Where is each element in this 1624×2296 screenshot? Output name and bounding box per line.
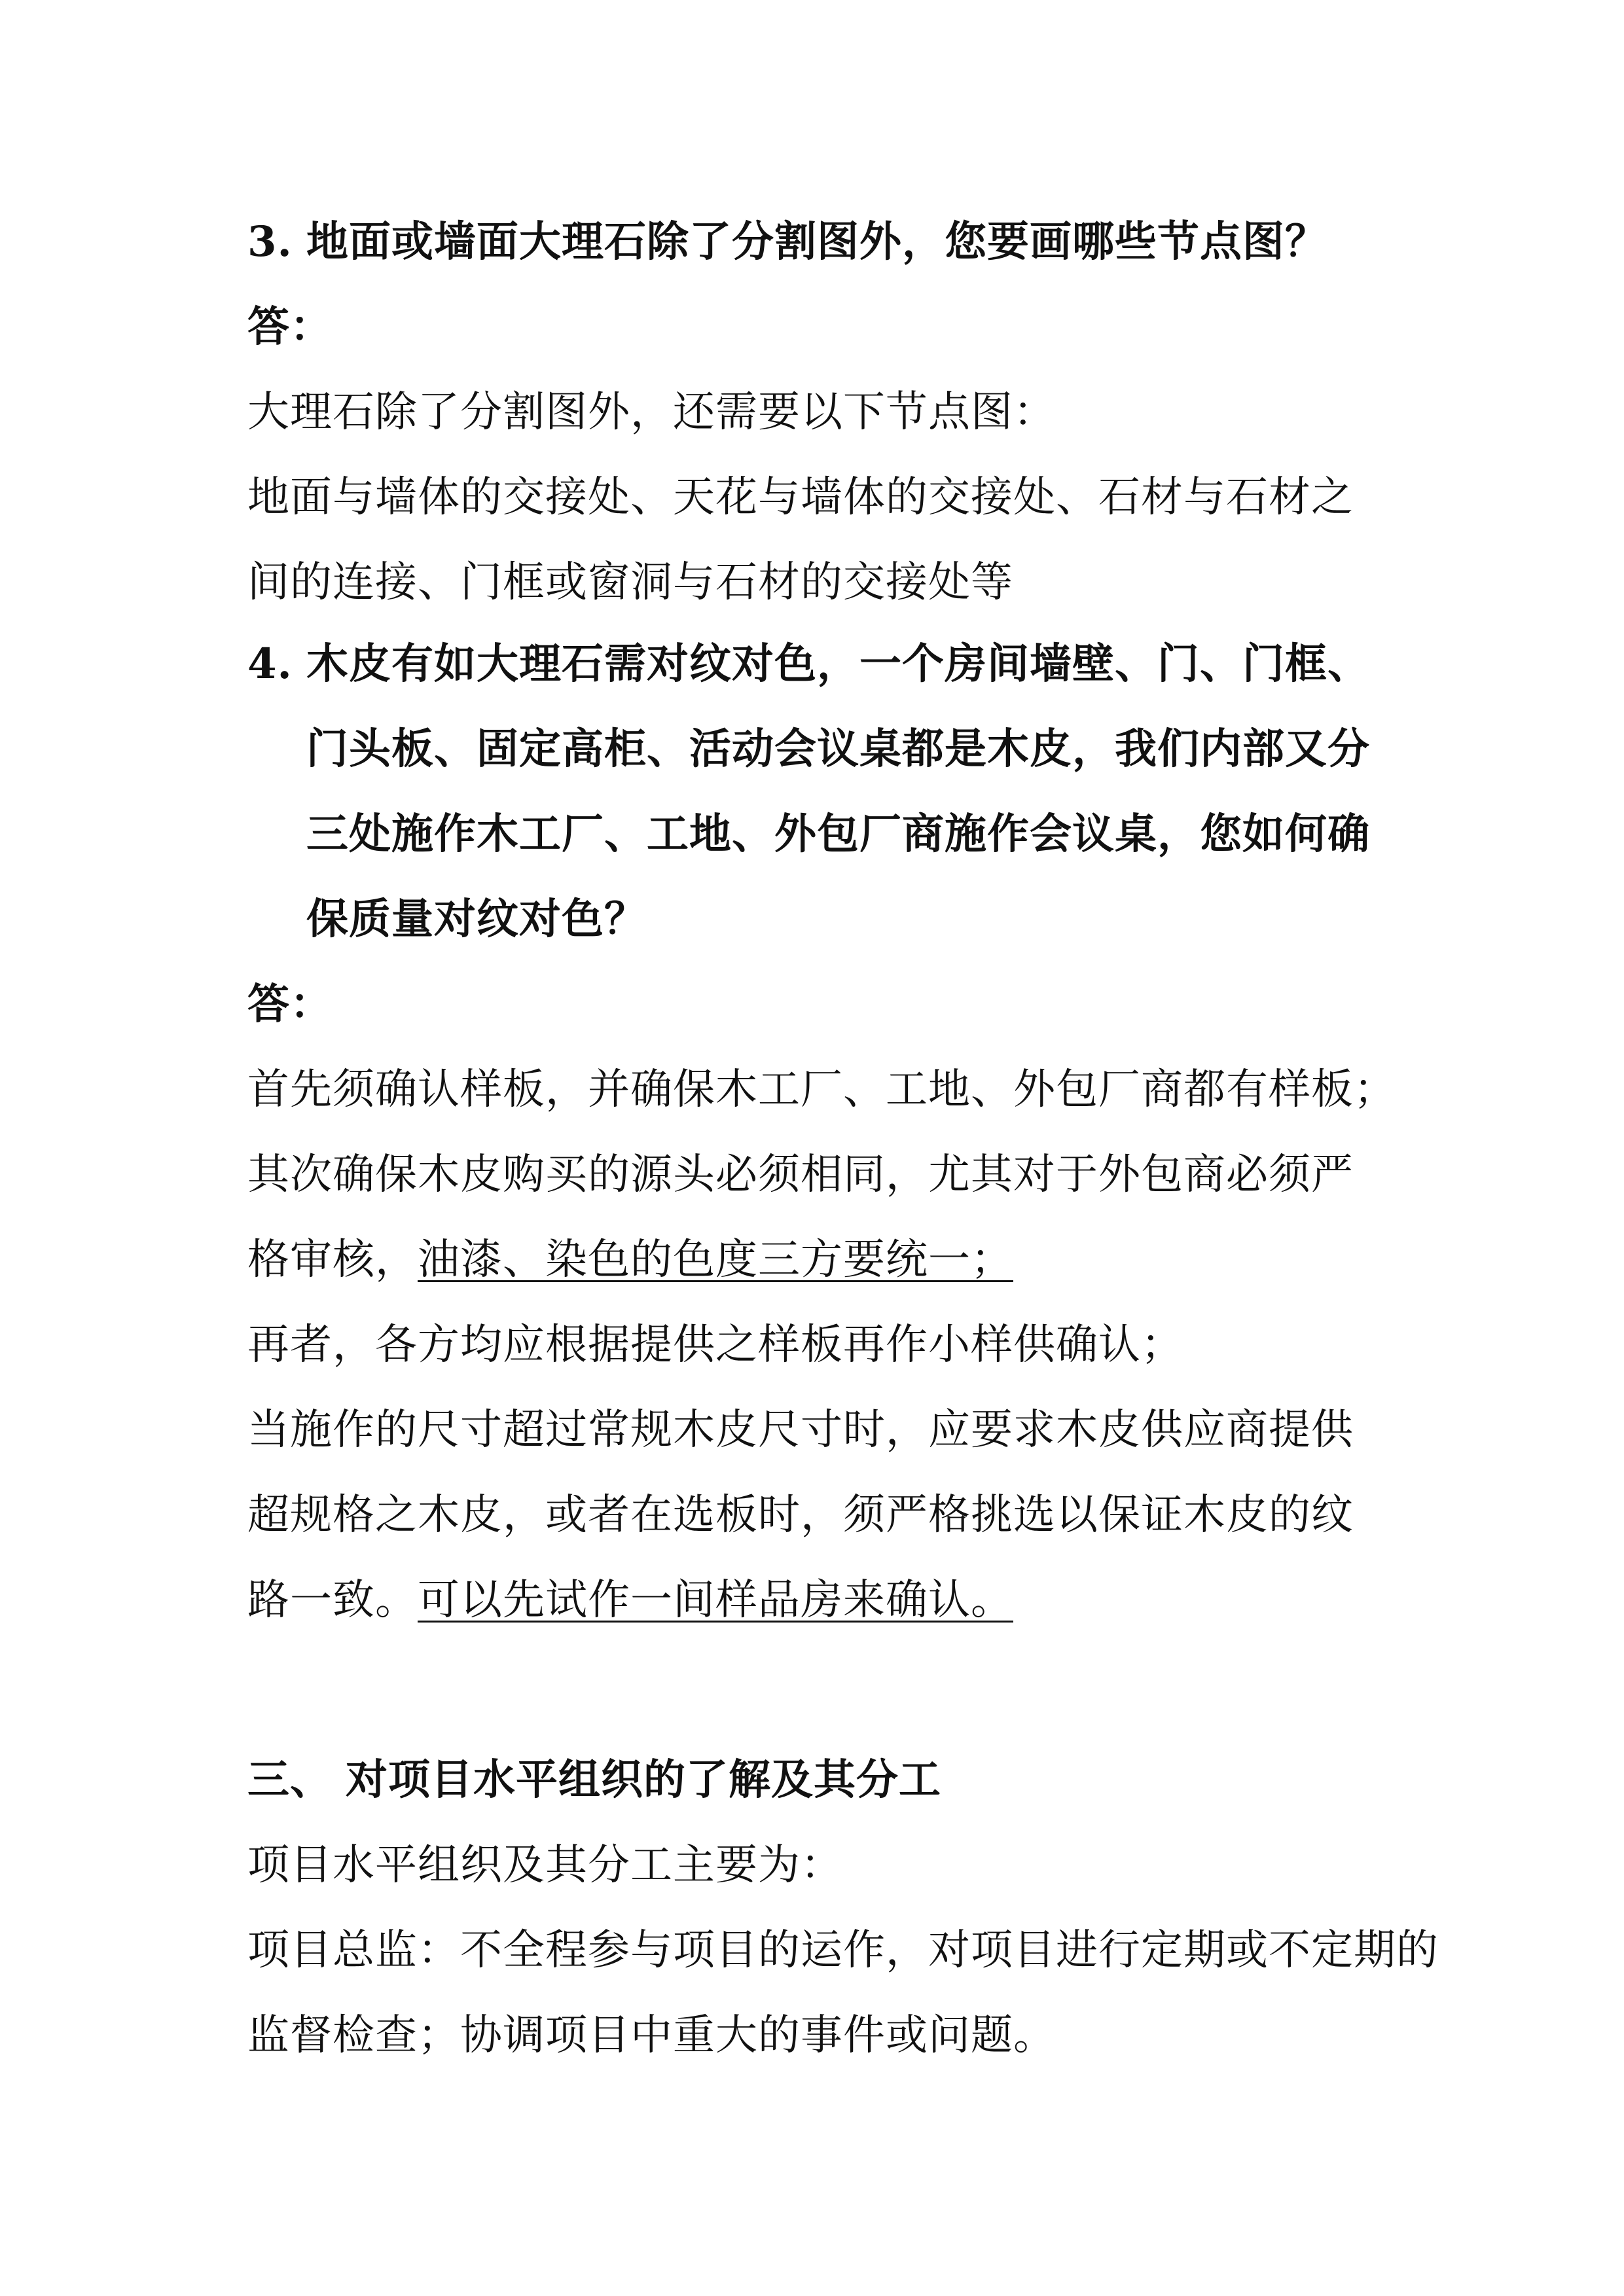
section-number: 三、 bbox=[247, 1755, 333, 1804]
q3-question bbox=[247, 216, 1327, 268]
q3-answer-line: 大理石除了分割图外，还需要以下节点图： bbox=[247, 388, 1056, 437]
q4-answer-underlined: 可以先试作一间样品房来确认。 bbox=[418, 1576, 1013, 1624]
q3-answer-line: 间的连接、门框或窗洞与石材的交接处等 bbox=[247, 558, 1013, 607]
q4-answer-line: 首先须确认样板，并确保木工厂、工地、外包厂商都有样板； bbox=[247, 1066, 1396, 1114]
q3-question-text: 地面或墙面大理石除了分割图外，您要画哪些节点图？ bbox=[306, 217, 1327, 266]
q4-answer-line bbox=[247, 1234, 1013, 1286]
q4-answer-line: 超规格之木皮，或者在选板时，须严格挑选以保证木皮的纹 bbox=[247, 1491, 1354, 1539]
q4-question bbox=[247, 638, 1370, 691]
q4-question-line: 三处施作木工厂、工地、外包厂商施作会议桌，您如何确 bbox=[306, 810, 1370, 859]
q4-answer-label: 答： bbox=[247, 980, 333, 1029]
section-title: 对项目水平组织的了解及其分工 bbox=[346, 1755, 941, 1804]
q4-answer-line bbox=[247, 1574, 1013, 1626]
director-line: 监督检查；协调项目中重大的事件或问题。 bbox=[247, 2011, 1056, 2060]
q4-number: 4. bbox=[247, 639, 293, 689]
q4-question-line: 门头板、固定高柜、活动会议桌都是木皮，我们内部又分 bbox=[306, 725, 1370, 774]
section-heading bbox=[247, 1754, 941, 1806]
q4-answer-line: 当施作的尺寸超过常规木皮尺寸时，应要求木皮供应商提供 bbox=[247, 1406, 1354, 1454]
q3-number: 3. bbox=[247, 217, 293, 266]
q4-answer-line: 其次确保木皮购买的源头必须相同，尤其对于外包商必须严 bbox=[247, 1151, 1354, 1199]
section-intro: 项目水平组织及其分工主要为： bbox=[247, 1841, 843, 1890]
q3-answer-line: 地面与墙体的交接处、天花与墙体的交接处、石材与石材之 bbox=[247, 473, 1354, 522]
q4-question-line: 木皮有如大理石需对纹对色，一个房间墙壁、门、门框、 bbox=[306, 639, 1370, 689]
q4-question-line: 保质量对纹对色？ bbox=[306, 895, 647, 944]
q3-answer-label: 答： bbox=[247, 302, 333, 351]
q4-answer-prefix: 格审核， bbox=[247, 1236, 418, 1284]
q4-answer-underlined: 油漆、染色的色度三方要统一； bbox=[418, 1236, 1013, 1284]
q4-answer-prefix: 路一致。 bbox=[247, 1576, 418, 1624]
q4-answer-line: 再者，各方均应根据提供之样板再作小样供确认； bbox=[247, 1321, 1183, 1369]
director-line: 项目总监：不全程参与项目的运作，对项目进行定期或不定期的 bbox=[247, 1926, 1439, 1975]
